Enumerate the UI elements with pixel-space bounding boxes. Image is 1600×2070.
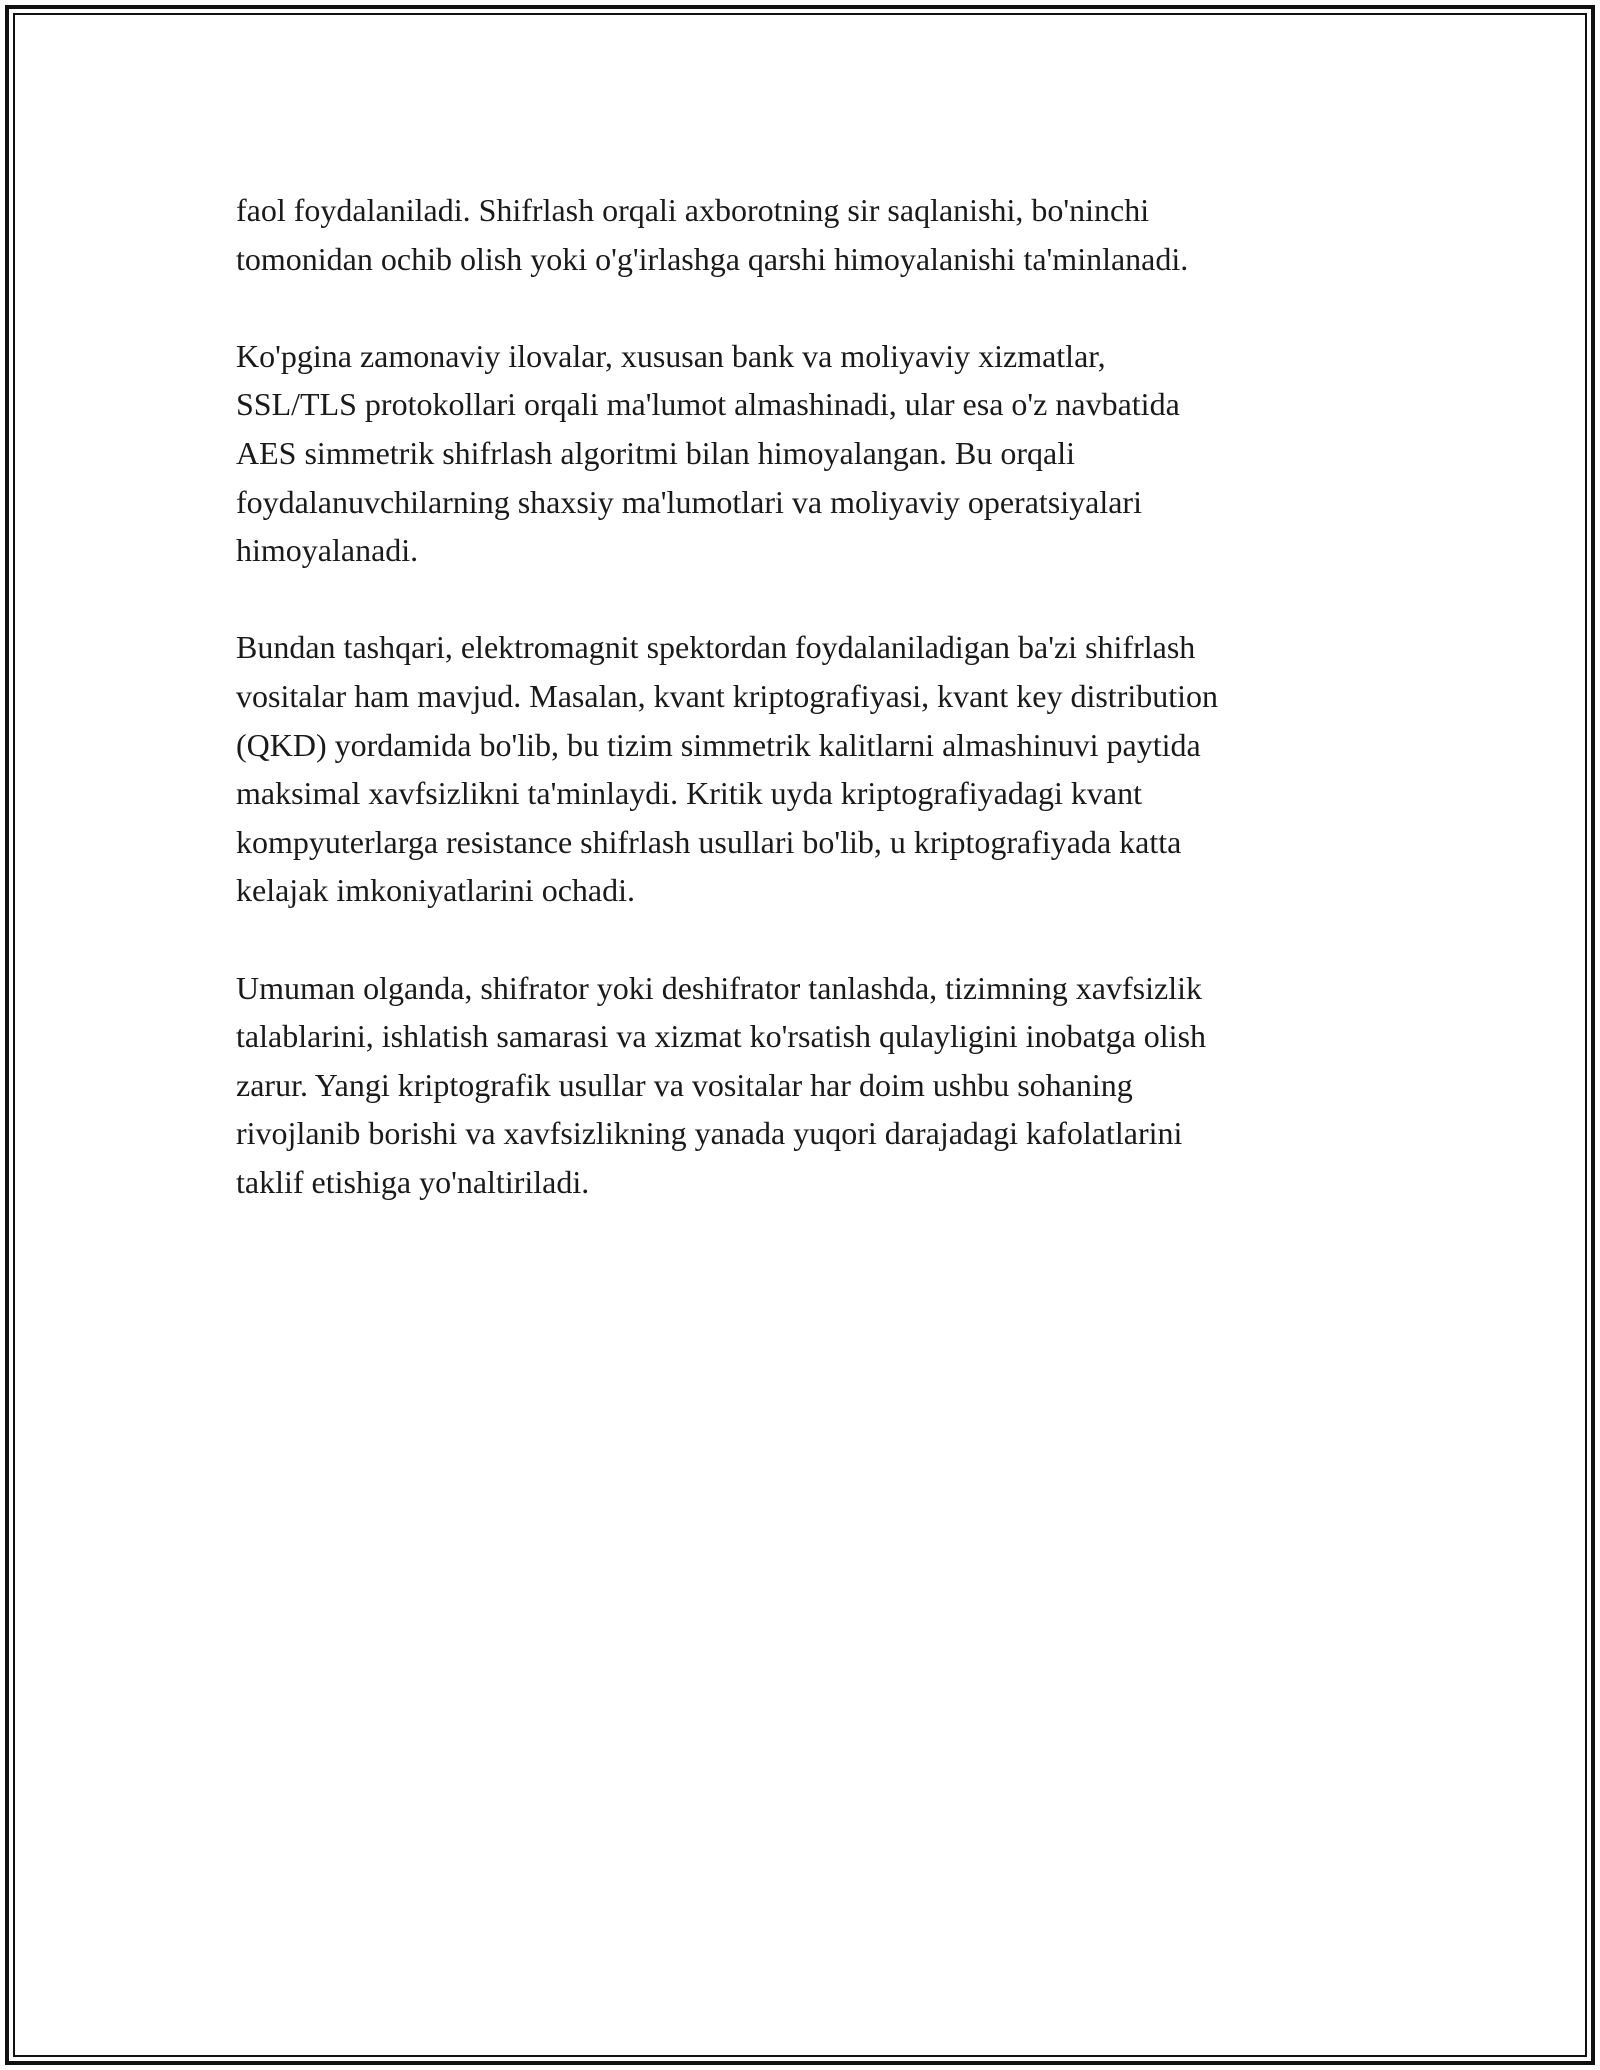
paragraph-3	[236, 623, 1386, 915]
text-line: Bundan tashqari, elektromagnit spektordan foydalaniladigan ba'zi shifrlash	[236, 629, 1196, 666]
text-line: foydalanuvchilarning shaxsiy ma'lumotlari va moliyaviy operatsiyalari	[236, 483, 1142, 520]
paragraph-4	[236, 964, 1386, 1207]
text-line: (QKD) yordamida bo'lib, bu tizim simmetrik kalitlarni almashinuvi paytida	[236, 726, 1201, 763]
text-line: taklif etishiga yo'naltiriladi.	[236, 1163, 590, 1200]
text-line: rivojlanib borishi va xavfsizlikning yanada yuqori darajadagi kafolatlarini	[236, 1115, 1183, 1152]
document-body	[236, 186, 1386, 1255]
text-line: Umuman olganda, shifrator yoki deshifrator tanlashda, tizimning xavfsizlik	[236, 969, 1202, 1006]
text-line: faol foydalaniladi. Shifrlash orqali axborotning sir saqlanishi, bo'ninchi	[236, 192, 1150, 228]
text-line: tomonidan ochib olish yoki o'g'irlashga qarshi himoyalanishi ta'minlanadi.	[236, 240, 1189, 277]
text-line: kompyuterlarga resistance shifrlash usullari bo'lib, u kriptografiyada katta	[236, 823, 1182, 860]
text-line: SSL/TLS protokollari orqali ma'lumot almashinadi, ular esa o'z navbatida	[236, 386, 1180, 423]
text-line: vositalar ham mavjud. Masalan, kvant kriptografiyasi, kvant key distribution	[236, 677, 1219, 714]
paragraph-1	[236, 186, 1386, 283]
text-line: kelajak imkoniyatlarini ochadi.	[236, 872, 635, 909]
text-line: AES simmetrik shifrlash algoritmi bilan himoyalangan. Bu orqali	[236, 434, 1075, 471]
text-line: maksimal xavfsizlikni ta'minlaydi. Kritik uyda kriptografiyadagi kvant	[236, 775, 1142, 812]
text-line: Ko'pgina zamonaviy ilovalar, xususan bank va moliyaviy xizmatlar,	[236, 337, 1106, 374]
text-line: zarur. Yangi kriptografik usullar va vositalar har doim ushbu sohaning	[236, 1066, 1133, 1103]
text-line: himoyalanadi.	[236, 532, 419, 569]
paragraph-2	[236, 332, 1386, 575]
text-line: talablarini, ishlatish samarasi va xizmat ko'rsatish qulayligini inobatga olish	[236, 1018, 1207, 1055]
